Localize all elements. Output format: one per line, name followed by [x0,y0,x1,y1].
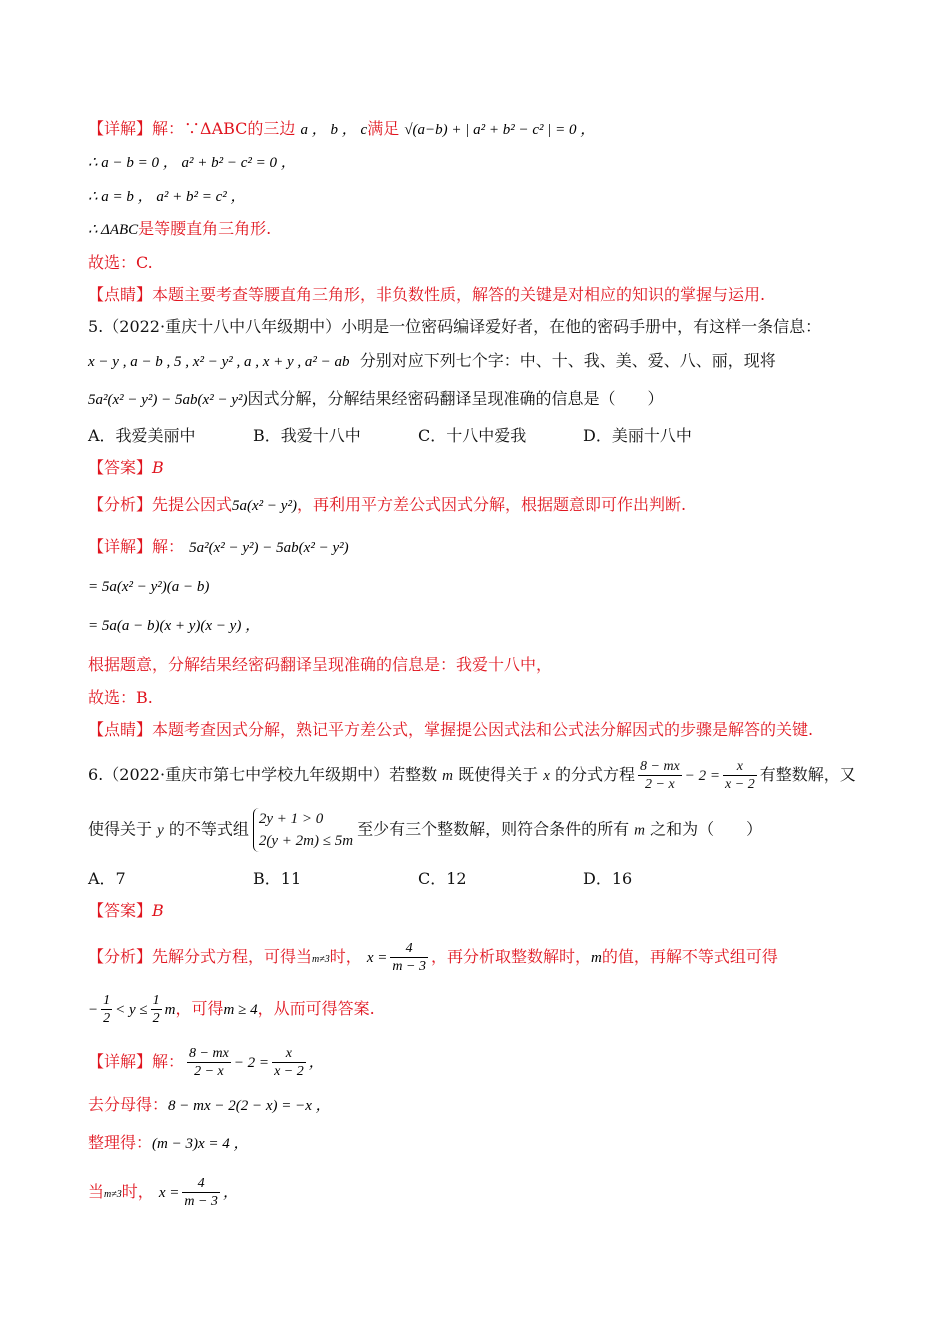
q6-step2 [88,1132,249,1155]
q6-stem-line1 [88,758,856,793]
eq-fraction-left [638,758,682,793]
range-mid: < y ≤ [115,1002,148,1018]
q4-step3 [88,218,271,241]
q6-stem-a: 6.（2022·重庆市第七中学校九年级期中）若整数 [88,765,438,784]
q6-detail: 【详解】解： $\frac{8 - mx}{2 - x}$ − 2 = $\frac{x}{x - 2}$ ， [88,1046,324,1079]
analysis-fraction [390,940,428,975]
q5-option-a[interactable]: A．我爱美丽中 [88,426,196,445]
inequality-1: 2y + 1 > 0 [258,811,324,827]
detail-vars: a ， b ， c [300,122,368,138]
frac-denominator: 2 [103,1011,111,1026]
comment-label: 【点睛】 [88,720,153,739]
frac-numerator: 1 [103,993,111,1008]
q5-conclusion: 根据题意，分解结果经密码翻译呈现准确的信息是：我爱十八中， [88,655,553,674]
q5-option-b[interactable]: B．我爱十八中 [253,426,361,445]
detail-eq-middle: − 2 = [233,1055,270,1071]
analysis-m: m [590,950,602,966]
answer-label: 【答案】 [88,458,153,477]
q5-step1: = 5a(x² − y²)(a − b) [88,579,210,595]
range-c: ，从而可得答案. [257,999,375,1018]
q4-detail-line [88,118,595,141]
detail-fraction-right [272,1045,306,1080]
analysis-label: 【分析】 [88,947,153,966]
frac-denominator: 2 − x [194,1064,224,1079]
range-minus: − [88,1002,99,1018]
detail-math: 5a²(x² − y²) − 5ab(x² − y²) [189,540,349,556]
step2-label: 整理得： [88,1133,153,1152]
q5-stem-line1: 5.（2022·重庆十八中八年级期中）小明是一位密码编译爱好者，在他的密码手册中，有这样一条信息： [88,317,822,336]
q6-stem-line2 [88,808,762,852]
q6-analysis [88,940,778,975]
q5-step2: = 5a(a − b)(x + y)(x − y) ， [88,618,261,634]
step3-text: 是等腰直角三角形. [138,219,272,238]
detail-fraction-left [187,1045,231,1080]
answer-value: B [152,458,164,477]
q6-stem2-d: 之和为（ ） [650,819,763,839]
q5-choice: 故选：B. [88,688,153,707]
frac-numerator: x [272,1045,306,1063]
range-fraction-1 [101,992,112,1027]
q5-option-d[interactable]: D．美丽十八中 [583,426,692,445]
q6-answer [88,900,164,922]
q5-stem-line2 [88,350,776,373]
q6-var-m2: m [634,822,646,839]
analysis-math: 5a(x² − y²) [232,498,297,514]
frac-denominator: 2 − x [645,777,675,792]
analysis-b: ，再利用平方差公式因式分解，根据题意即可作出判断. [296,495,687,514]
answer-label: 【答案】 [88,901,153,920]
step3-fraction [182,1175,220,1210]
frac-numerator: 4 [390,940,428,958]
q6-option-b[interactable]: B．11 [253,869,302,888]
frac-denominator: m − 3 [392,959,426,974]
detail-intro: 解： [152,537,185,556]
eq-middle: − 2 = [684,768,721,784]
q6-range [88,992,375,1027]
q5-analysis [88,494,686,517]
detail-label: 【详解】 [88,1052,153,1071]
range-fraction-2 [151,992,162,1027]
inequality-2: 2(y + 2m) ≤ 5m [258,833,354,849]
range-m: m [164,1002,176,1018]
step3-symbol: ∴ ΔABC [88,222,139,238]
q5-stem-line3 [88,388,663,411]
q4-comment [88,284,765,306]
q4-choice: 故选：C. [88,253,153,272]
analysis-d: 的值，再解不等式组可得 [601,947,778,966]
q5-stem-question: 因式分解，分解结果经密码翻译呈现准确的信息是（ ） [247,389,664,408]
q6-var-y: y [157,822,164,839]
q6-option-a[interactable]: A．7 [88,869,126,888]
step3-end: ， [222,1185,238,1201]
q5-detail [88,536,349,559]
q6-options [88,868,748,890]
q4-step2: ∴ a = b ， a² + b² = c² ， [88,189,246,205]
q5-option-c[interactable]: C．十八中爱我 [418,426,527,445]
frac-numerator: 4 [182,1175,220,1193]
detail-label: 【详解】 [88,119,153,138]
analysis-b: 时， [329,947,362,966]
q6-var-m: m [442,768,454,784]
q5-options [88,425,748,447]
eq-fraction-right [723,758,757,793]
answer-value: B [152,901,164,920]
frac-denominator: x − 2 [725,777,755,792]
q5-expression: 5a²(x² − y²) − 5ab(x² − y²) [88,392,248,408]
q5-code-text: 分别对应下列七个字：中、十、我、美、爱、八、丽，现将 [359,351,776,370]
q6-option-c[interactable]: C．12 [418,869,467,888]
q5-code-list: x − y , a − b , 5 , x² − y² , a , x + y , a² − ab [88,354,350,370]
frac-denominator: 2 [152,1011,160,1026]
range-b: ，可得 [175,999,224,1018]
q6-option-d[interactable]: D．16 [583,869,633,888]
inequality-system [253,808,353,852]
detail-label: 【详解】 [88,537,153,556]
detail-intro: 解： [152,1052,185,1071]
step3-cond: m≠3 [104,1189,122,1200]
frac-numerator: 8 − mx [640,759,680,774]
q4-step1: ∴ a − b = 0 ， a² + b² − c² = 0 ， [88,155,296,171]
comment-label: 【点睛】 [88,285,153,304]
step3-x: x = [158,1185,180,1201]
analysis-x: x = [366,950,388,966]
comment-text: 本题主要考查等腰直角三角形，非负数性质，解答的关键是对相应的知识的掌握与运用. [152,285,766,304]
q5-comment [88,719,813,741]
range-math: m ≥ 4 [223,1002,258,1018]
step3-b: 时， [121,1182,154,1201]
frac-numerator: 1 [152,993,160,1008]
analysis-label: 【分析】 [88,495,153,514]
analysis-a: 先解分式方程，可得当 [152,947,313,966]
q6-step1 [88,1094,331,1117]
analysis-c: ，再分析取整数解时， [430,947,591,966]
frac-numerator: 8 − mx [189,1046,229,1061]
frac-denominator: x − 2 [274,1064,304,1079]
q6-stem2-c: 至少有三个整数解，则符合条件的所有 [357,819,630,839]
detail-cond: 满足 [367,119,400,138]
q6-stem2-a: 使得关于 [88,819,153,839]
frac-numerator: x [723,758,757,776]
detail-intro: 解：∵ΔABC的三边 [152,119,296,138]
detail-expr: √(a−b) + | a² + b² − c² | = 0 ， [404,122,596,138]
q6-stem-b: 既使得关于 [458,765,539,784]
q6-var-x: x [543,768,550,784]
step3-a: 当 [88,1182,105,1201]
step1-label: 去分母得： [88,1095,169,1114]
q6-step3 [88,1175,238,1210]
analysis-a: 先提公因式 [152,495,233,514]
q6-stem-d: 有整数解，又 [759,765,856,784]
q5-answer [88,457,164,479]
analysis-cond: m≠3 [312,954,330,965]
q6-stem2-b: 的不等式组 [168,819,249,839]
comment-text: 本题考查因式分解，熟记平方差公式，掌握提公因式法和公式法分解因式的步骤是解答的关键. [152,720,814,739]
step1-math: 8 − mx − 2(2 − x) = −x ， [168,1098,331,1114]
frac-denominator: m − 3 [184,1194,218,1209]
q6-stem-c: 的分式方程 [554,765,635,784]
step2-math: (m − 3)x = 4 ， [152,1136,249,1152]
